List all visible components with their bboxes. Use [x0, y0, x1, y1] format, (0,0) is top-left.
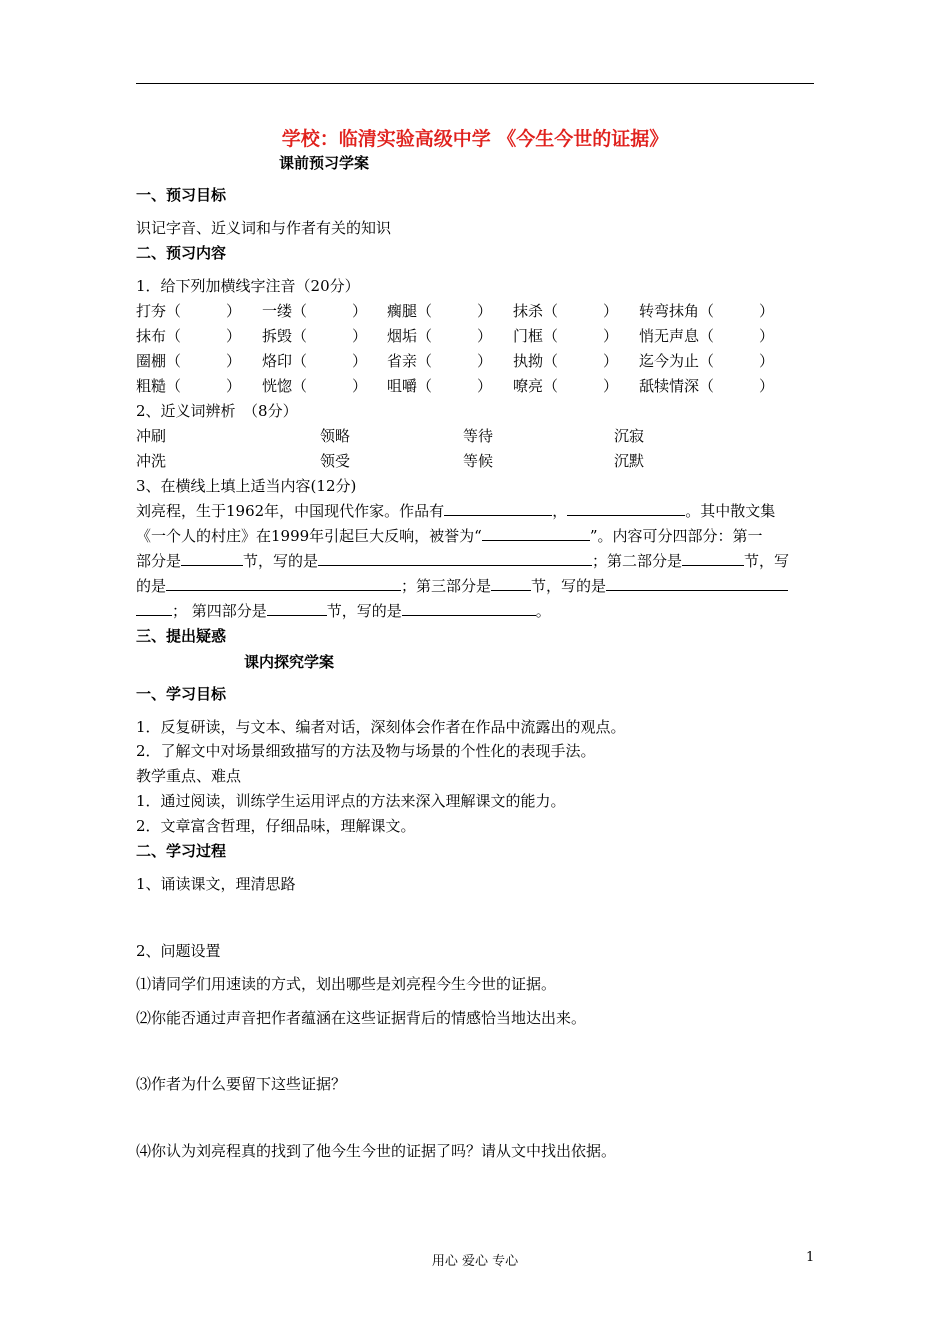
fill-line-4: 的是 ；第三部分是 节，写的是	[136, 576, 788, 596]
page-footer: 用心 爱心 专心	[431, 1254, 519, 1269]
process-step-1: 1、诵读课文，理清思路	[136, 875, 296, 893]
fill-blank[interactable]	[402, 601, 536, 616]
question-item-3: ⑶作者为什么要留下这些证据？	[136, 1075, 347, 1093]
header-rule	[136, 83, 814, 84]
fill-blank[interactable]	[267, 601, 327, 616]
inclass-subtitle: 课内探究学案	[244, 653, 335, 671]
synonym-item: 领略	[320, 427, 351, 445]
key-point-2: 2．文章富含哲理，仔细品味，理解课文。	[136, 817, 416, 835]
pinyin-item: 嘹亮（ ）	[513, 377, 619, 395]
pinyin-item: 咀嚼（ ）	[387, 377, 493, 395]
fill-line-2: 《一个人的村庄》在1999年引起巨大反响，被誉为“ ”。内容可分四部分：第一	[136, 527, 763, 545]
process-heading: 二、学习过程	[136, 842, 227, 860]
pinyin-item: 省亲（ ）	[387, 352, 493, 370]
question-item-4: ⑷你认为刘亮程真的找到了他今生今世的证据了吗？请从文中找出依据。	[136, 1142, 617, 1160]
fill-blank[interactable]	[606, 576, 788, 591]
fill-blank[interactable]	[318, 551, 592, 566]
synonym-item: 领受	[320, 452, 351, 470]
synonym-item: 等待	[463, 427, 494, 445]
preview-goal-text: 识记字音、近义词和与作者有关的知识	[136, 219, 392, 237]
pinyin-item: 抹杀（ ）	[513, 302, 619, 320]
pinyin-item: 圈棚（ ）	[136, 352, 242, 370]
pinyin-item: 一缕（ ）	[262, 302, 368, 320]
key-point-1: 1．通过阅读，训练学生运用评点的方法来深入理解课文的能力。	[136, 792, 566, 810]
preview-content-heading: 二、预习内容	[136, 244, 227, 262]
doubt-heading: 三、提出疑惑	[136, 627, 227, 645]
pinyin-item: 转弯抹角（ ）	[639, 302, 775, 320]
pinyin-item: 烙印（ ）	[262, 352, 368, 370]
question-3: 3、在横线上填上适当内容(12分)	[136, 477, 357, 495]
pinyin-item: 抹布（ ）	[136, 327, 242, 345]
fill-line-5: ； 第四部分是 节，写的是 。	[136, 601, 551, 621]
pinyin-item: 恍惚（ ）	[262, 377, 368, 395]
preview-goal-heading: 一、预习目标	[136, 186, 227, 204]
synonym-item: 冲刷	[136, 427, 167, 445]
pinyin-item: 拆毁（ ）	[262, 327, 368, 345]
pinyin-item: 执拗（ ）	[513, 352, 619, 370]
pinyin-item: 粗糙（ ）	[136, 377, 242, 395]
fill-blank[interactable]	[567, 501, 685, 516]
process-step-2: 2、问题设置	[136, 942, 221, 960]
synonym-item: 冲洗	[136, 452, 167, 470]
page-number: 1	[806, 1250, 815, 1265]
fill-line-1: 刘亮程，生于1962年，中国现代作家。作品有 ， 。其中散文集	[136, 502, 776, 520]
fill-line-3: 部分是 节，写的是 ；第二部分是 节，写	[136, 552, 790, 570]
synonym-item: 沉默	[614, 452, 645, 470]
pinyin-item: 打夯（ ）	[136, 302, 242, 320]
inclass-goal-heading: 一、学习目标	[136, 685, 227, 703]
synonym-item: 等候	[463, 452, 494, 470]
pinyin-item: 瘸腿（ ）	[387, 302, 493, 320]
question-item-1: ⑴请同学们用速读的方式，划出哪些是刘亮程今生今世的证据。	[136, 975, 557, 993]
question-item-2: ⑵你能否通过声音把作者蕴涵在这些证据背后的情感恰当地达出来。	[136, 1009, 587, 1027]
fill-blank[interactable]	[166, 576, 401, 591]
preview-subtitle: 课前预习学案	[279, 154, 370, 172]
document-title: 学校：临清实验高级中学 《今生今世的证据》	[281, 128, 669, 150]
key-points-heading: 教学重点、难点	[136, 767, 242, 785]
synonym-item: 沉寂	[614, 427, 645, 445]
fill-blank[interactable]	[682, 551, 744, 566]
inclass-goal-1: 1．反复研读，与文本、编者对话，深刻体会作者在作品中流露出的观点。	[136, 718, 626, 736]
fill-blank[interactable]	[444, 501, 552, 516]
fill-blank[interactable]	[491, 576, 531, 591]
pinyin-item: 迄今为止（ ）	[639, 352, 775, 370]
question-2: 2、近义词辨析 （8分）	[136, 402, 298, 420]
question-1: 1．给下列加横线字注音（20分）	[136, 277, 360, 295]
pinyin-item: 门框（ ）	[513, 327, 619, 345]
inclass-goal-2: 2．了解文中对场景细致描写的方法及物与场景的个性化的表现手法。	[136, 742, 596, 760]
fill-blank[interactable]	[181, 551, 243, 566]
pinyin-item: 舐犊情深（ ）	[639, 377, 775, 395]
pinyin-item: 悄无声息（ ）	[639, 327, 775, 345]
pinyin-item: 烟垢（ ）	[387, 327, 493, 345]
fill-blank[interactable]	[482, 526, 590, 541]
fill-blank[interactable]	[136, 601, 172, 616]
